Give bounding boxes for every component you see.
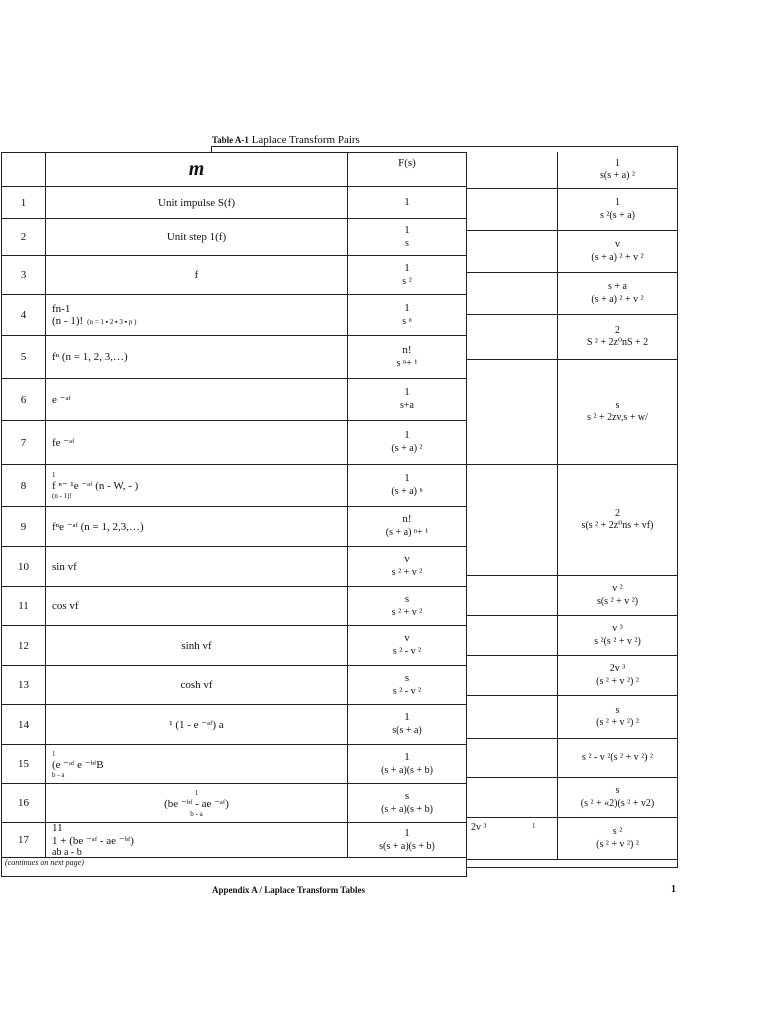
row-transform — [348, 219, 466, 255]
row-time-function — [46, 823, 348, 857]
row-transform — [348, 823, 466, 857]
row-function-denominator: b - a — [52, 770, 65, 779]
row-transform — [348, 784, 466, 822]
row-index: 6 — [2, 379, 46, 420]
row-index: 3 — [2, 256, 46, 294]
background-denominator: (s ² + v ²) ² — [596, 838, 639, 850]
row-function-text: Unit impulse S(f) — [158, 196, 235, 209]
transform-numerator: 1 — [404, 750, 410, 763]
row-transform — [348, 295, 466, 335]
background-transform-cell — [557, 315, 678, 359]
row-function-text: fe ⁻ᵃᶠ — [52, 437, 75, 449]
row-time-function — [46, 295, 348, 335]
row-index: 14 — [2, 705, 46, 744]
transform-numerator: n! — [402, 343, 412, 356]
row-transform — [348, 587, 466, 625]
row-function-text: fn-1 — [52, 303, 71, 315]
row-time-function — [46, 587, 348, 625]
page-footer-title: Appendix A / Laplace Transform Tables — [212, 885, 365, 895]
row-index: 10 — [2, 547, 46, 586]
row-index: 15 — [2, 745, 46, 783]
table-row — [2, 823, 466, 858]
table-row — [2, 705, 466, 745]
transform-denominator: (s + a) ² — [391, 443, 423, 455]
row-function-text: f ⁿ⁻ ¹e ⁻ᵃᶠ (n - W, - ) — [52, 480, 139, 492]
transform-numerator: 1 — [404, 711, 410, 724]
table-row — [2, 295, 466, 336]
table-row — [2, 187, 466, 219]
background-denominator: s(s ² + v ²) — [596, 595, 639, 607]
row-function-text: fⁿe ⁻ᵃᶠ (n = 1, 2,3,…) — [52, 521, 144, 533]
transform-numerator: 1 — [404, 195, 410, 208]
table-title: Laplace Transform Pairs — [251, 134, 360, 146]
transform-denominator: s ⁿ+ ¹ — [396, 357, 418, 369]
stray-two-v: 2v ³ — [471, 822, 487, 833]
transform-denominator: s ² - v ² — [392, 646, 422, 658]
background-denominator: (s ² + v ²) ² — [596, 717, 639, 728]
transform-numerator: s — [404, 592, 410, 605]
row-time-function — [46, 507, 348, 546]
background-numerator: v ² — [612, 583, 623, 594]
background-transform-cell — [557, 152, 678, 188]
background-denominator: (s ² + v ²) ² — [596, 675, 639, 687]
row-index: 11 — [2, 587, 46, 625]
row-time-function — [46, 626, 348, 665]
transform-numerator: 1 — [404, 472, 410, 485]
background-table-row — [467, 231, 678, 273]
row-function-line3: ab a - b — [52, 847, 82, 858]
transform-numerator: v — [404, 632, 410, 645]
row-function-line2-note: (n = 1 ▪ 2 ▪ 3 ▪ p ) — [87, 318, 137, 326]
background-transform-cell — [557, 273, 678, 314]
row-time-function — [46, 465, 348, 506]
transform-numerator: s — [404, 671, 410, 684]
row-index: 13 — [2, 666, 46, 704]
table-row — [2, 465, 466, 507]
table-row — [2, 547, 466, 587]
transform-denominator: s(s + a) — [392, 725, 422, 737]
table-row — [2, 256, 466, 295]
background-table-row — [467, 616, 678, 656]
background-numerator: s — [615, 399, 620, 411]
row-time-function — [46, 705, 348, 744]
background-table-row — [467, 778, 678, 818]
background-table-row — [467, 360, 678, 465]
transform-denominator: s ⁿ — [402, 315, 412, 327]
row-time-function — [46, 336, 348, 378]
row-transform — [348, 666, 466, 704]
background-numerator: s ² — [612, 826, 623, 837]
row-function-text: fⁿ (n = 1, 2, 3,…) — [52, 351, 128, 363]
background-transform-cell — [557, 616, 678, 655]
table-row — [2, 666, 466, 705]
table-caption — [212, 134, 360, 146]
background-numerator: v ³ — [612, 623, 623, 634]
stray-one: 1 — [532, 822, 536, 830]
background-table-row — [467, 696, 678, 739]
row-index: 8 — [2, 465, 46, 506]
background-table-row — [467, 576, 678, 616]
transform-numerator: 1 — [404, 429, 410, 442]
background-numerator: 2v ³ — [609, 663, 626, 674]
row-index: 1 — [2, 187, 46, 218]
continuation-note: (continues on next page) — [5, 858, 84, 867]
background-numerator: v — [615, 239, 620, 250]
row-transform — [348, 421, 466, 464]
background-table-row — [467, 315, 678, 360]
row-transform — [348, 187, 466, 218]
header-index-cell — [2, 153, 46, 186]
transform-numerator: s — [404, 789, 410, 802]
laplace-table — [1, 152, 467, 877]
row-time-function — [46, 745, 348, 783]
row-function-text: sinh vf — [181, 639, 212, 652]
table-row — [2, 421, 466, 465]
row-index: 17 — [2, 823, 46, 857]
background-table-row — [467, 273, 678, 315]
row-transform — [348, 547, 466, 586]
row-function-text: (be ⁻ᵇᶠ - ae ⁻ᵃᶠ) — [164, 797, 229, 810]
row-index: 12 — [2, 626, 46, 665]
row-function-denominator: b - a — [190, 809, 203, 818]
background-denominator: (s + a) ² + v ² — [591, 251, 644, 263]
background-transform-cell — [557, 739, 678, 777]
background-numerator: s + a — [608, 281, 627, 292]
row-time-function — [46, 379, 348, 420]
row-index: 16 — [2, 784, 46, 822]
row-function-text: ¹ (1 - e ⁻ᵃᶠ) a — [169, 719, 224, 731]
background-transform-cell — [557, 189, 678, 230]
row-function-text: 11 — [52, 822, 63, 834]
table-row — [2, 379, 466, 421]
header-transform: F(s) — [398, 157, 416, 169]
row-function-text: (e ⁻ᵃᶠ e ⁻ᵇᶠB — [52, 758, 104, 771]
row-function-text: sin vf — [52, 560, 77, 573]
background-transform-cell — [557, 656, 678, 695]
transform-denominator: (s + a)(s + b) — [381, 764, 433, 776]
row-function-line2 — [52, 834, 134, 847]
transform-denominator: s ² + v ² — [391, 606, 423, 618]
transform-numerator: 1 — [404, 301, 410, 314]
header-time-function: m — [46, 153, 348, 186]
row-transform — [348, 745, 466, 783]
row-time-function — [46, 187, 348, 218]
background-denominator: (s + a) ² + v ² — [591, 293, 644, 305]
transform-denominator: s ² — [402, 275, 412, 287]
background-transform-cell — [557, 818, 678, 859]
transform-numerator: 1 — [404, 223, 410, 236]
row-index: 2 — [2, 219, 46, 255]
table-row — [2, 336, 466, 379]
table-row — [2, 626, 466, 666]
background-denominator: s ² + 2zv,s + w/ — [587, 412, 648, 423]
row-function-text: cosh vf — [180, 679, 213, 691]
background-denominator: s ² - v ²(s ² + v ²) ² — [582, 751, 653, 763]
row-time-function — [46, 421, 348, 464]
background-numerator: 1 — [615, 157, 620, 169]
table-row — [2, 784, 466, 823]
row-transform — [348, 626, 466, 665]
row-function-line2-main: (n - 1)! — [52, 315, 84, 327]
row-transform — [348, 465, 466, 506]
row-function-line2 — [52, 315, 136, 327]
row-function-text: e ⁻ᵃᶠ — [52, 394, 71, 406]
row-time-function — [46, 547, 348, 586]
row-function-prefix: 1 — [52, 471, 56, 479]
background-table-row — [467, 152, 678, 189]
background-numerator: s — [615, 704, 620, 716]
transform-numerator: n! — [402, 513, 412, 526]
background-denominator: s(s ² + 2z⁰ns + vf) — [581, 520, 654, 531]
row-transform — [348, 705, 466, 744]
background-denominator: s ²(s + a) — [599, 209, 636, 221]
row-time-function — [46, 666, 348, 704]
table-label: Table A-1 — [212, 135, 249, 145]
transform-denominator: s ² + v ² — [391, 567, 423, 579]
row-function-text: f — [194, 269, 199, 281]
row-index: 7 — [2, 421, 46, 464]
row-time-function — [46, 784, 348, 822]
transform-denominator: (s + a)(s + b) — [381, 803, 433, 815]
background-table-row — [467, 465, 678, 576]
background-table-row — [467, 739, 678, 778]
transform-denominator: (s + a) ⁿ — [391, 486, 423, 498]
row-index: 9 — [2, 507, 46, 546]
background-table-row — [467, 818, 678, 860]
page-number: 1 — [671, 884, 676, 895]
background-transform-cell — [557, 465, 678, 575]
row-transform — [348, 336, 466, 378]
background-numerator: s — [615, 785, 620, 796]
background-transform-cell — [557, 778, 678, 817]
row-time-function — [46, 256, 348, 294]
row-function-text: Unit step 1(f) — [166, 231, 227, 243]
background-table-row — [467, 656, 678, 696]
row-index: 4 — [2, 295, 46, 335]
table-row — [2, 507, 466, 547]
background-table-row — [467, 189, 678, 231]
row-transform — [348, 379, 466, 420]
transform-numerator: 1 — [404, 386, 410, 399]
transform-numerator: 1 — [404, 261, 410, 274]
background-denominator: (s ² + «2)(s ² + v2) — [580, 797, 655, 809]
transform-denominator: s(s + a)(s + b) — [379, 840, 435, 852]
table-header-row — [2, 153, 466, 187]
row-time-function — [46, 219, 348, 255]
table-row — [2, 219, 466, 256]
row-function-line2-main: 1 + (be ⁻ᵃᶠ - ae ⁻ᵇᶠ) — [52, 835, 134, 847]
transform-numerator: 1 — [404, 826, 410, 839]
row-function-prefix: 1 — [194, 788, 199, 797]
row-transform — [348, 507, 466, 546]
background-denominator: S ² + 2z⁰nS + 2 — [586, 337, 649, 348]
transform-numerator: v — [404, 553, 410, 566]
row-index: 5 — [2, 336, 46, 378]
transform-denominator: s — [405, 237, 409, 249]
background-numerator: 2 — [615, 324, 620, 336]
background-transform-cell — [557, 576, 678, 615]
row-function-text: cos vf — [52, 600, 79, 612]
background-numerator: 2 — [615, 507, 620, 519]
transform-denominator: s ² - v ² — [392, 685, 422, 697]
transform-denominator: (s + a) ⁿ+ ¹ — [385, 527, 429, 539]
background-transform-cell — [557, 360, 678, 464]
table-row — [2, 745, 466, 784]
transform-denominator: s+a — [400, 400, 414, 412]
background-transform-cell — [557, 231, 678, 272]
background-denominator: s ²(s ² + v ²) — [594, 635, 641, 647]
table-row — [2, 587, 466, 626]
row-function-denominator: (n - 1)! — [52, 492, 72, 500]
background-transform-cell — [557, 696, 678, 738]
row-transform — [348, 256, 466, 294]
row-function-prefix: 1 — [52, 749, 56, 758]
background-denominator: s(s + a) ² — [599, 170, 636, 181]
background-numerator: 1 — [615, 197, 620, 208]
